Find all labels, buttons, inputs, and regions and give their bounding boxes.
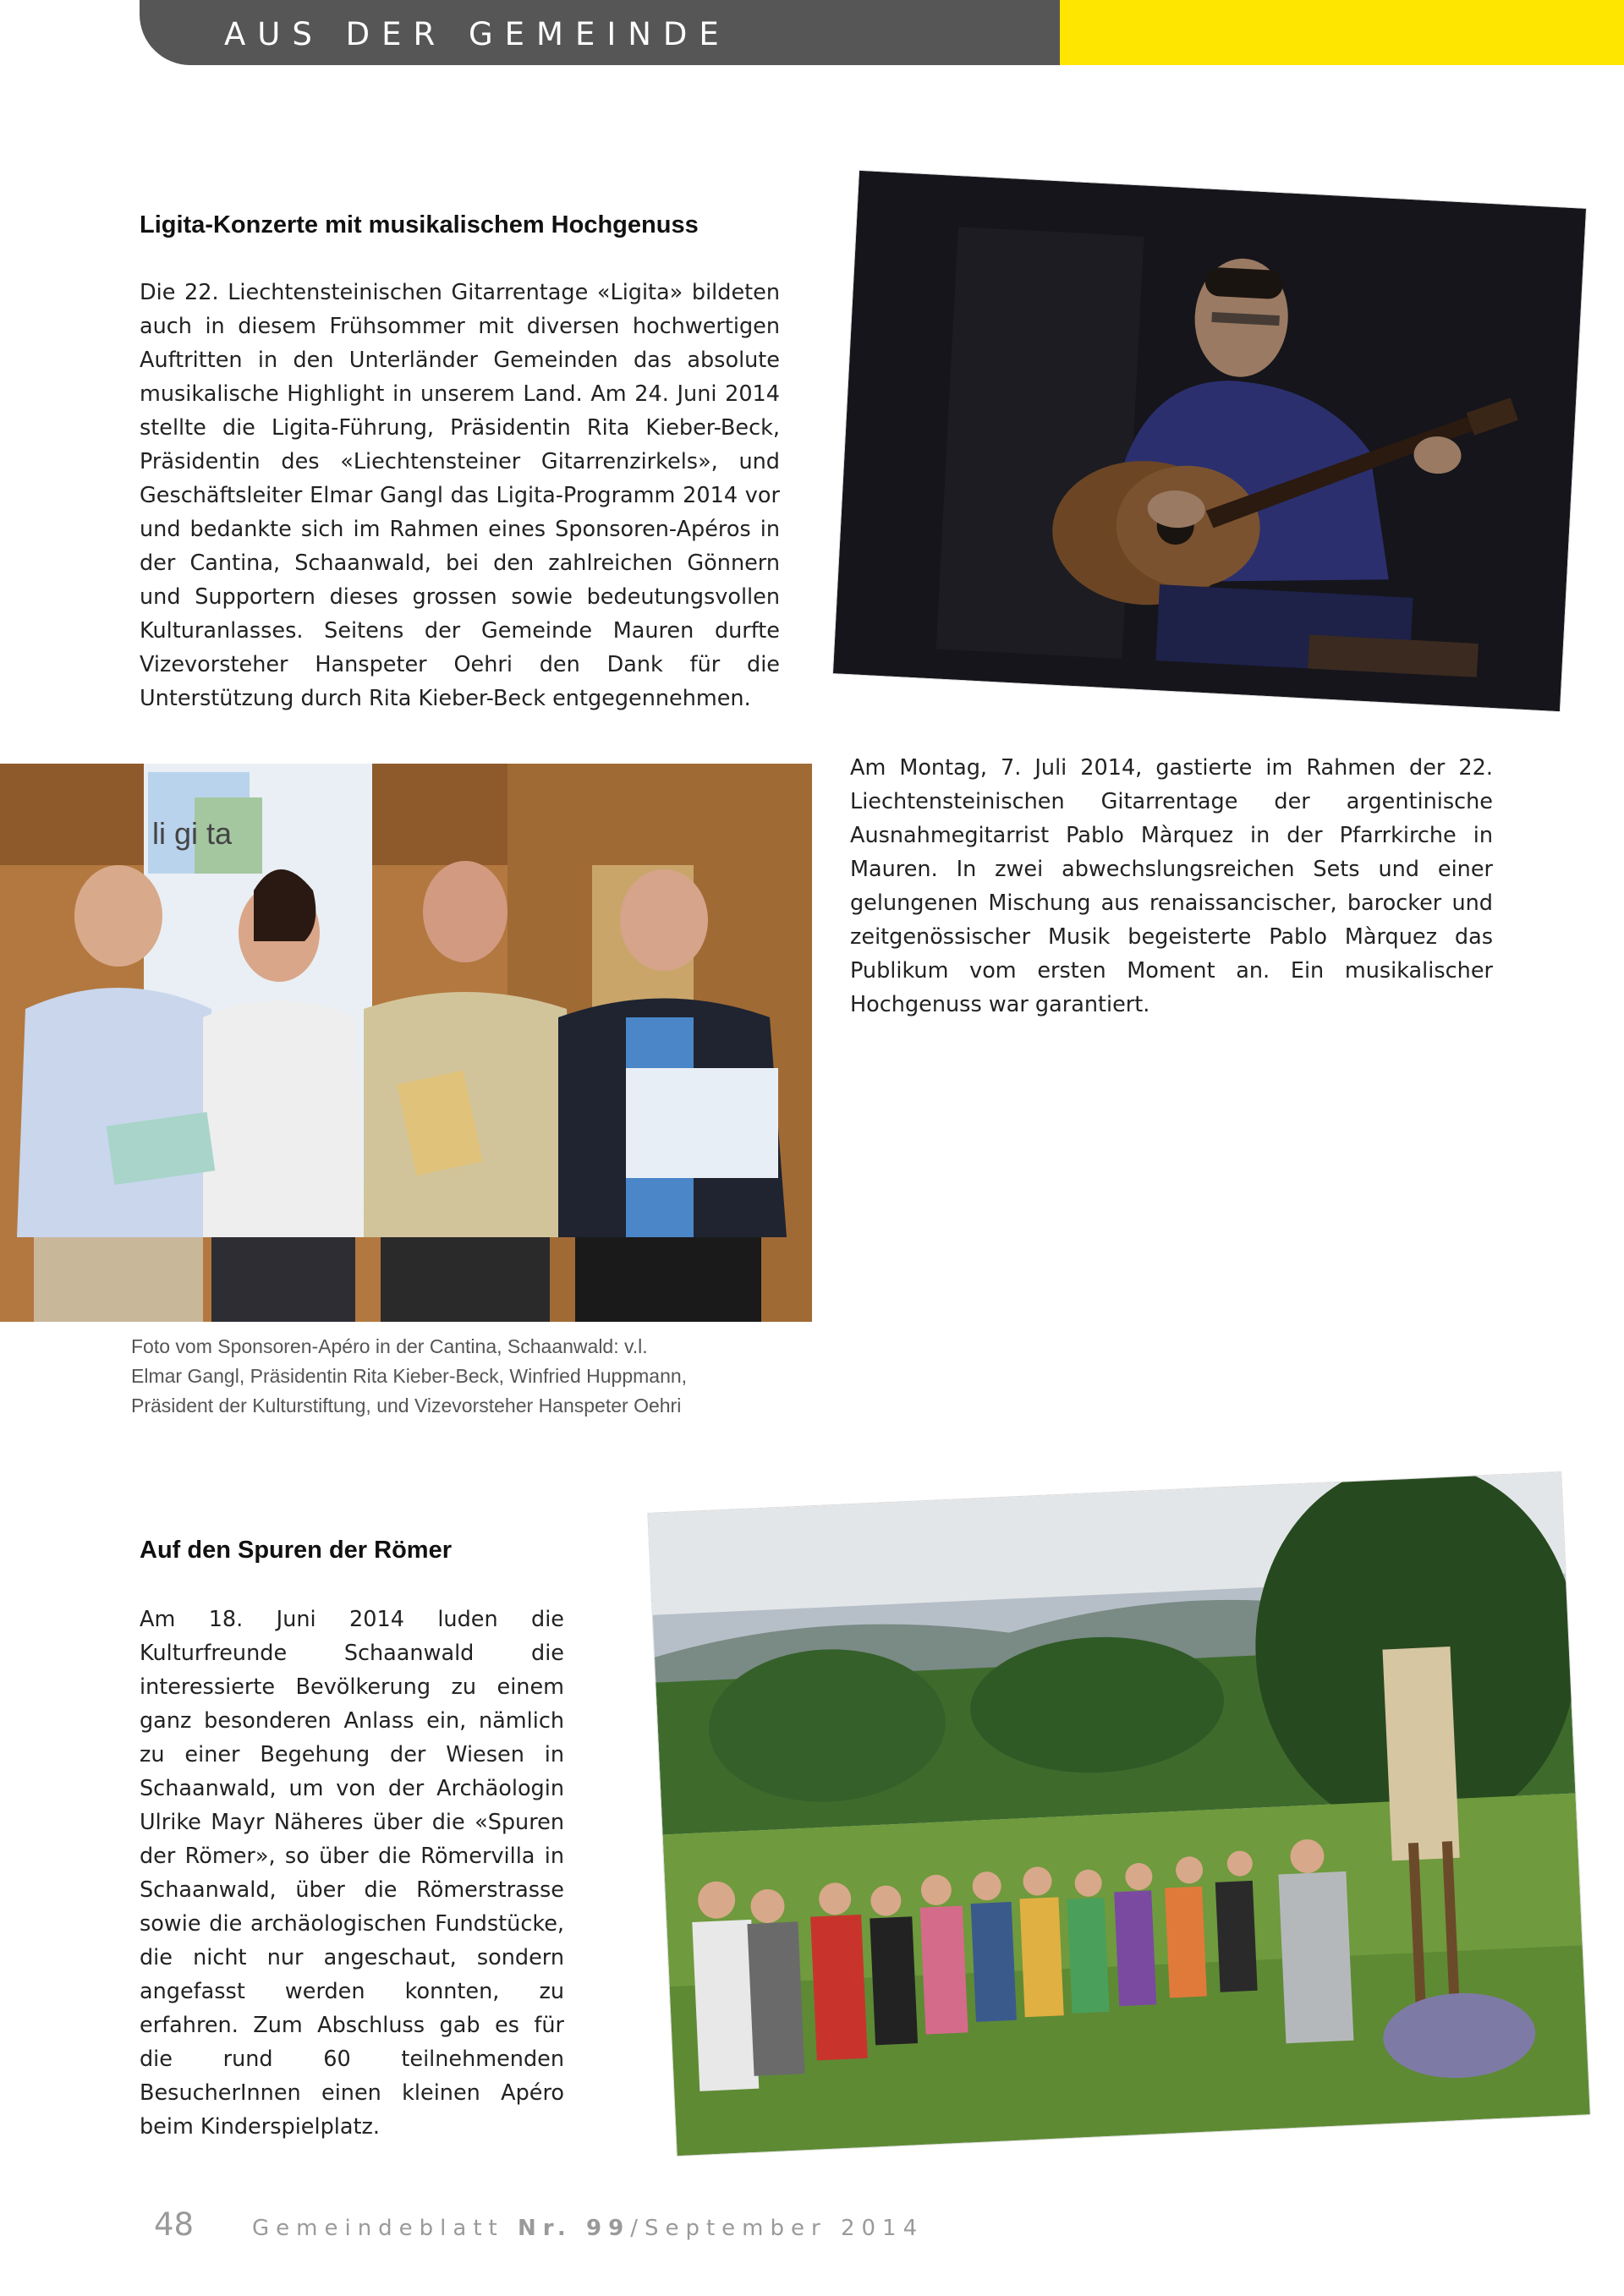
issue-number: 99 bbox=[586, 2216, 631, 2241]
roman-trail-photo bbox=[648, 1472, 1589, 2156]
caption-line: Foto vom Sponsoren-Apéro in der Cantina, Schaanwald: v.l. bbox=[131, 1335, 648, 1357]
poster-logo: li gi ta bbox=[152, 816, 233, 851]
article1-heading: Ligita-Konzerte mit musikalischem Hochgenuss bbox=[140, 211, 699, 238]
magazine-footer bbox=[252, 2217, 924, 2239]
photo-caption bbox=[131, 1332, 808, 1421]
caption-line: Elmar Gangl, Präsidentin Rita Kieber-Beck, Winfried Huppmann, bbox=[131, 1365, 688, 1387]
article1-paragraph1: Die 22. Liechtensteinischen Gitarrentage «Ligita» bildeten auch in diesem Frühsommer mit diversen hochwertigen Auftritten in den Unterländer Gemeinden das absolute musikalische Highlight in unserem Land. Am 24. Juni 2014 stellte die Ligita-Führung, Präsidentin Rita Kieber-Beck, Präsidentin des «Liechtensteiner Gitarrenzirkels», und Geschäftsleiter Elmar Gangl das Ligita-Programm 2014 vor und bedankte sich im Rahmen eines Sponsoren-Apéros in der Cantina, Schaanwald, bei den zahlreichen Gönnern und Supportern dieses grossen sowie bedeutungsvollen Kulturanlasses. Seitens der Gemeinde Mauren durfte Vizevorsteher Hanspeter Oehri den Dank für die Unterstützung durch Rita Kieber-Beck entgegennehmen. bbox=[140, 280, 780, 711]
header-accent-bar bbox=[1060, 0, 1624, 65]
guitarist-photo bbox=[833, 171, 1586, 711]
issue-date: /September 2014 bbox=[630, 2216, 924, 2241]
magazine-name: Gemeindeblatt bbox=[252, 2216, 504, 2241]
caption-line: Präsident der Kulturstiftung, und Vizevorsteher Hanspeter Oehri bbox=[131, 1395, 682, 1417]
section-title: AUS DER GEMEINDE bbox=[224, 16, 731, 52]
article1-paragraph2: Am Montag, 7. Juli 2014, gastierte im Rahmen der 22. Liechtensteinischen Gitarrentage der argentinische Ausnahmegitarrist Pablo Màrquez in der Pfarrkirche in Mauren. In zwei abwechslungsreichen Sets und einer gelungenen Mischung aus renaissancischer, barocker und zeitgenössischer Musik begeisterte Pablo Màrquez das Publikum vom ersten Moment an. Ein musikalischer Hochgenuss war garantiert. bbox=[850, 755, 1493, 1017]
issue-label: Nr. bbox=[517, 2216, 573, 2241]
article2-heading: Auf den Spuren der Römer bbox=[140, 1537, 452, 1564]
article2-paragraph: Am 18. Juni 2014 luden die Kulturfreunde Schaanwald die interessierte Bevölkerung zu einem ganz besonderen Anlass ein, nämlich zu einer Begehung der Wiesen in Schaanwald, um von der Archäologin Ulrike Mayr Näheres über die «Spuren der Römer», so über die Römervilla in Schaanwald, über die Römerstrasse sowie die archäologischen Fundstücke, die nicht nur angeschaut, sondern angefasst werden konnten, zu erfahren. Zum Abschluss gab es für die rund 60 teilnehmenden BesucherInnen einen kleinen Apéro beim Kinderspielplatz. bbox=[140, 1607, 564, 2140]
sponsor-group-photo bbox=[0, 764, 812, 1322]
page-number: 48 bbox=[154, 2206, 195, 2243]
